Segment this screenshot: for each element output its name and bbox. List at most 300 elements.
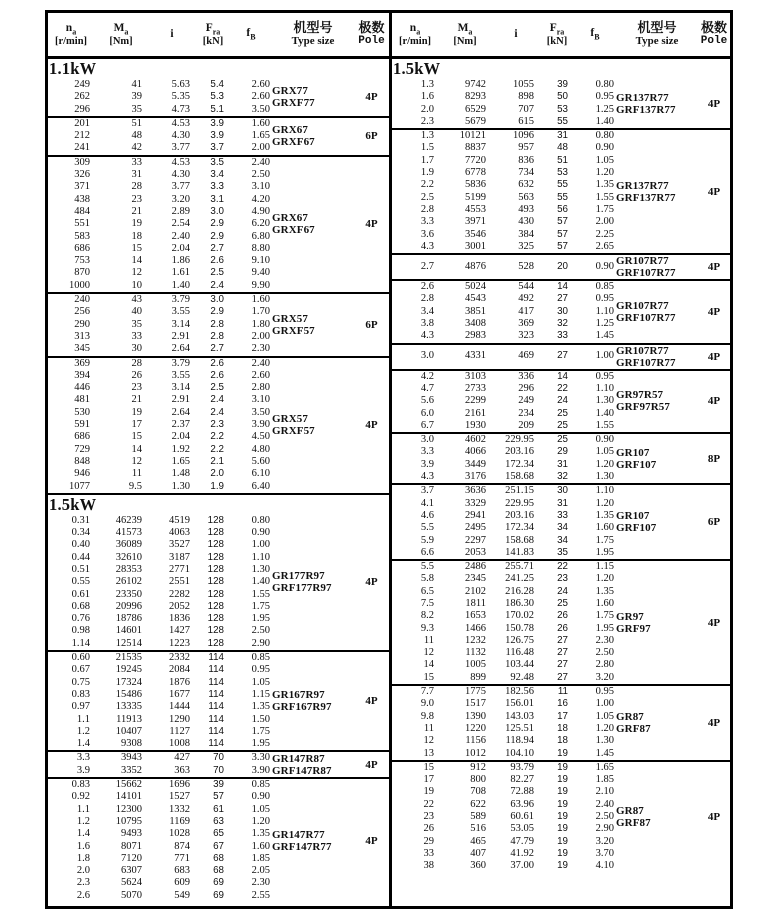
cell-na: 0.60	[71, 652, 90, 664]
cell-ma: 19	[131, 218, 142, 230]
cell-fb: 1.75	[595, 610, 614, 622]
type-size-label	[616, 300, 698, 324]
cell-na: 256	[74, 306, 90, 318]
group-rows	[48, 294, 272, 355]
cell-i: 72.88	[510, 786, 534, 798]
type-size-line: GRF137R77	[616, 191, 676, 204]
cell-fra: 30	[557, 305, 568, 317]
group-rows	[392, 485, 616, 559]
cell-ma: 7120	[121, 852, 142, 864]
cell-fb: 1.55	[251, 588, 270, 600]
cell-fra: 35	[557, 546, 568, 558]
cell-na: 2.6	[420, 281, 434, 293]
cell-fra: 3.7	[210, 142, 224, 154]
cell-ma: 21	[131, 394, 142, 406]
table-row	[392, 598, 616, 610]
cell-ma: 2053	[465, 546, 486, 558]
group-rows	[392, 561, 616, 684]
col-header-fb	[574, 27, 616, 42]
table-row	[48, 181, 272, 193]
col-unit: [Nm]	[453, 36, 477, 48]
cell-i: 251.15	[505, 485, 534, 497]
cell-na: 33	[423, 847, 434, 859]
cell-fra: 114	[208, 738, 224, 750]
type-size-line: GR147R77	[272, 828, 325, 841]
cell-na: 5.6	[420, 395, 434, 407]
cell-ma: 2161	[465, 407, 486, 419]
table-row	[48, 419, 272, 431]
cell-i: 216.28	[505, 585, 534, 597]
cell-i: 1332	[169, 803, 190, 815]
table-row	[48, 726, 272, 738]
type-size-line: GRXF57	[272, 324, 315, 337]
cell-na: 0.97	[71, 701, 90, 713]
cell-ma: 2299	[465, 395, 486, 407]
cell-na: 313	[74, 330, 90, 342]
cell-fb: 1.35	[251, 701, 270, 713]
cell-ma: 15	[131, 431, 142, 443]
cell-na: 11	[423, 634, 434, 646]
table-row	[48, 267, 272, 279]
table-row	[392, 330, 616, 342]
col-symbol	[492, 28, 540, 40]
cell-i: 1290	[169, 713, 190, 725]
cell-fra: 27	[557, 293, 568, 305]
cell-fb: 1.95	[251, 738, 270, 750]
cell-ma: 14601	[115, 625, 142, 637]
cell-fb: 4.50	[251, 431, 270, 443]
cell-i: 3.55	[171, 369, 190, 381]
cell-i: 209	[518, 419, 534, 431]
cell-i: 1876	[169, 676, 190, 688]
cell-i: 2551	[169, 576, 190, 588]
cell-fb: 1.15	[251, 688, 270, 700]
cell-fb: 1.65	[251, 130, 270, 142]
col-symbol-text: n	[65, 21, 73, 34]
cell-na: 3.3	[420, 446, 434, 458]
type-size-line: GRF87	[616, 722, 651, 735]
group-rows	[48, 157, 272, 292]
table-row	[48, 804, 272, 816]
cell-fb: 2.50	[251, 169, 270, 181]
cell-fb: 1.25	[595, 103, 614, 115]
cell-ma: 28353	[115, 563, 142, 575]
col-symbol-text: i	[170, 28, 174, 41]
cell-ma: 9308	[121, 738, 142, 750]
table-row	[392, 823, 616, 835]
cell-fra: 25	[557, 597, 568, 609]
cell-na: 11	[423, 722, 434, 734]
cell-ma: 6307	[121, 865, 142, 877]
cell-fb: 1.00	[251, 539, 270, 551]
cell-i: 1444	[169, 701, 190, 713]
cell-na: 729	[74, 443, 90, 455]
cell-i: 430	[518, 216, 534, 228]
cell-na: 5.9	[420, 534, 434, 546]
cell-fb: 6.20	[251, 218, 270, 230]
table-row	[48, 118, 272, 130]
cell-fra: 2.5	[210, 382, 224, 394]
table-row	[48, 319, 272, 331]
pole-label: 4P	[707, 185, 721, 198]
cell-na: 2.3	[420, 115, 434, 127]
cell-na: 17	[423, 774, 434, 786]
cell-na: 5.5	[420, 522, 434, 534]
cell-na: 371	[74, 181, 90, 193]
cell-fra: 18	[557, 722, 568, 734]
cell-na: 7.5	[420, 597, 434, 609]
cell-fb: 1.20	[251, 815, 270, 827]
cell-ma: 21	[131, 205, 142, 217]
table-row	[48, 243, 272, 255]
cell-fb: 1.00	[595, 698, 614, 710]
cell-na: 583	[74, 230, 90, 242]
cell-fra: 55	[557, 115, 568, 127]
cell-i: 182.56	[505, 686, 534, 698]
cell-ma: 360	[470, 860, 486, 872]
table-row	[392, 561, 616, 573]
table-row	[392, 179, 616, 191]
cell-fb: 1.30	[251, 563, 270, 575]
cell-fra: 5.3	[210, 91, 224, 103]
cell-fb: 2.80	[251, 382, 270, 394]
type-size-line: GR87	[616, 805, 644, 818]
cell-fb: 2.40	[251, 156, 270, 168]
cell-ma: 33	[131, 156, 142, 168]
col-symbol	[616, 22, 698, 36]
cell-i: 4.30	[171, 169, 190, 181]
table-row	[392, 241, 616, 253]
cell-na: 0.83	[71, 779, 90, 791]
table-row	[48, 677, 272, 689]
type-size-line: GRX57	[272, 312, 308, 325]
cell-i: 427	[174, 752, 190, 764]
cell-ma: 20996	[115, 600, 142, 612]
table-row	[48, 539, 272, 551]
row-group	[392, 79, 730, 130]
cell-na: 446	[74, 382, 90, 394]
pole-label: 4P	[365, 91, 378, 104]
cell-fb: 1.75	[251, 725, 270, 737]
cell-na: 0.44	[71, 551, 90, 563]
cell-fb: 1.20	[595, 167, 614, 179]
cell-i: 4.73	[171, 103, 190, 115]
type-size-line: GRF167R97	[272, 701, 332, 714]
cell-i: 1.65	[171, 455, 190, 467]
cell-i: 203.16	[505, 509, 534, 521]
cell-ma: 14	[131, 255, 142, 267]
cell-i: 563	[518, 191, 534, 203]
cell-fb: 8.80	[251, 242, 270, 254]
cell-na: 38	[423, 860, 434, 872]
col-unit: [Nm]	[109, 36, 133, 48]
col-header-pole	[698, 22, 730, 47]
cell-ma: 2495	[465, 522, 486, 534]
cell-fb: 2.80	[595, 659, 614, 671]
row-group	[48, 752, 389, 779]
table-row	[48, 527, 272, 539]
cell-fra: 53	[557, 103, 568, 115]
column-header-row	[392, 13, 730, 59]
cell-na: 1077	[69, 480, 90, 492]
cell-i: 172.34	[505, 522, 534, 534]
cell-fra: 70	[213, 752, 224, 764]
table-row	[392, 522, 616, 534]
cell-ma: 6778	[465, 167, 486, 179]
cell-ma: 622	[470, 798, 486, 810]
cell-fra: 61	[213, 803, 224, 815]
cell-na: 1.9	[420, 167, 434, 179]
cell-i: 683	[174, 865, 190, 877]
cell-na: 4.2	[420, 370, 434, 382]
cell-fb: 2.05	[251, 865, 270, 877]
group-rows	[48, 515, 272, 650]
table-right-half	[389, 13, 730, 906]
section-heading-1.1kw: 1.1kW	[49, 59, 97, 78]
cell-fb: 2.00	[595, 216, 614, 228]
cell-fb: 2.60	[251, 369, 270, 381]
cell-i: 3.55	[171, 306, 190, 318]
cell-fra: 3.0	[210, 205, 224, 217]
cell-ma: 17324	[115, 676, 142, 688]
cell-fb: 3.50	[251, 103, 270, 115]
cell-na: 1.2	[76, 725, 90, 737]
cell-ma: 4553	[465, 203, 486, 215]
cell-fb: 1.60	[251, 840, 270, 852]
type-size-label	[616, 180, 698, 204]
table-row	[48, 394, 272, 406]
cell-fra: 27	[557, 659, 568, 671]
group-rows	[392, 130, 616, 253]
cell-fb: 0.90	[251, 527, 270, 539]
cell-i: 60.61	[510, 811, 534, 823]
cell-fb: 1.80	[251, 318, 270, 330]
cell-i: 1055	[513, 79, 534, 90]
cell-i: 369	[518, 318, 534, 330]
cell-ma: 4876	[465, 261, 486, 272]
cell-ma: 9742	[465, 79, 486, 90]
col-symbol	[698, 22, 730, 36]
cell-i: 1223	[169, 637, 190, 649]
cell-fb: 2.25	[595, 228, 614, 240]
table-row	[392, 306, 616, 318]
row-group	[48, 652, 389, 752]
cell-fb: 6.80	[251, 230, 270, 242]
cell-na: 3.9	[420, 458, 434, 470]
pole-label: 8P	[707, 452, 721, 465]
group-rows	[48, 652, 272, 750]
cell-ma: 1232	[465, 634, 486, 646]
cell-i: 37.00	[510, 860, 534, 872]
cell-na: 212	[74, 130, 90, 142]
cell-ma: 35	[131, 103, 142, 115]
cell-i: 2.64	[171, 343, 190, 355]
table-row	[392, 672, 616, 684]
cell-i: 103.44	[505, 659, 534, 671]
cell-na: 2.0	[420, 103, 434, 115]
cell-ma: 3546	[465, 228, 486, 240]
cell-ma: 10121	[459, 130, 486, 142]
cell-ma: 11	[131, 468, 142, 480]
cell-fra: 69	[213, 877, 224, 889]
row-group	[392, 434, 730, 485]
cell-i: 2.54	[171, 218, 190, 230]
cell-fra: 128	[207, 527, 224, 539]
cell-na: 4.6	[420, 509, 434, 521]
cell-i: 615	[518, 115, 534, 127]
type-size-line: GRXF67	[272, 136, 315, 149]
cell-na: 686	[74, 242, 90, 254]
group-rows	[392, 350, 616, 362]
cell-i: 1.86	[171, 255, 190, 267]
cell-fb: 1.65	[595, 761, 614, 773]
cell-na: 4.3	[420, 240, 434, 252]
type-size-line: GRF87	[616, 817, 651, 830]
table-row	[48, 865, 272, 877]
cell-fb: 1.45	[595, 747, 614, 759]
cell-fra: 57	[557, 228, 568, 240]
cell-i: 203.16	[505, 446, 534, 458]
cell-i: 150.78	[505, 622, 534, 634]
row-group	[48, 294, 389, 357]
cell-na: 686	[74, 431, 90, 443]
cell-ma: 2983	[465, 330, 486, 342]
cell-fra: 3.9	[210, 117, 224, 129]
col-header-type	[272, 22, 354, 47]
cell-i: 41.92	[510, 847, 534, 859]
cell-na: 0.98	[71, 625, 90, 637]
cell-na: 369	[74, 357, 90, 369]
type-size-label	[616, 389, 698, 413]
cell-na: 1.1	[76, 713, 90, 725]
type-size-label	[616, 711, 698, 735]
cell-ma: 51	[131, 117, 142, 129]
cell-ma: 5024	[465, 281, 486, 293]
cell-fra: 57	[213, 791, 224, 803]
table-row	[392, 371, 616, 383]
table-row	[392, 586, 616, 598]
cell-fra: 19	[557, 747, 568, 759]
group-rows	[392, 434, 616, 483]
cell-ma: 7720	[465, 154, 486, 166]
cell-fb: 2.65	[595, 240, 614, 252]
cell-i: 2.91	[171, 394, 190, 406]
cell-na: 3.0	[420, 350, 434, 362]
col-unit: [kN]	[202, 36, 224, 48]
cell-fra: 128	[207, 576, 224, 588]
cell-i: 957	[518, 142, 534, 154]
cell-fra: 56	[557, 203, 568, 215]
cell-ma: 19	[131, 406, 142, 418]
cell-fra: 2.1	[210, 455, 224, 467]
cell-na: 249	[74, 79, 90, 90]
cell-fra: 128	[207, 625, 224, 637]
type-size-label	[272, 313, 354, 337]
cell-fra: 2.9	[210, 218, 224, 230]
type-size-label	[616, 255, 698, 279]
col-symbol: $F_{ra}$	[205, 21, 221, 36]
table-row	[392, 498, 616, 510]
col-header-type	[616, 22, 698, 47]
cell-fb: 1.60	[251, 294, 270, 306]
table-row	[48, 456, 272, 468]
cell-fra: 128	[207, 613, 224, 625]
cell-na: 2.7	[420, 261, 434, 272]
table-row	[392, 547, 616, 559]
cell-fra: 19	[557, 786, 568, 798]
cell-na: 240	[74, 294, 90, 306]
col-unit: Pole	[700, 34, 728, 47]
cell-fb: 1.35	[251, 828, 270, 840]
cell-fb: 3.20	[595, 671, 614, 683]
cell-fb: 3.10	[251, 394, 270, 406]
cell-na: 0.61	[71, 588, 90, 600]
cell-fb: 1.95	[251, 613, 270, 625]
cell-fra: 27	[557, 350, 568, 362]
cell-na: 22	[423, 798, 434, 810]
cell-fb: 2.30	[595, 634, 614, 646]
table-row	[48, 431, 272, 443]
cell-na: 7.7	[420, 686, 434, 698]
cell-fb: 9.10	[251, 255, 270, 267]
row-group	[392, 561, 730, 686]
cell-fb: 1.75	[595, 203, 614, 215]
type-size-line: GRF107R77	[616, 311, 676, 324]
cell-fra: 51	[557, 154, 568, 166]
cell-na: 438	[74, 193, 90, 205]
pole-label: 4P	[707, 97, 721, 110]
cell-na: 3.0	[420, 434, 434, 446]
cell-fra: 114	[208, 713, 224, 725]
cell-i: 4519	[169, 514, 190, 526]
cell-fra: 24	[557, 585, 568, 597]
cell-ma: 3103	[465, 370, 486, 382]
cell-ma: 12	[131, 455, 142, 467]
type-size-label	[616, 805, 698, 829]
cell-fb: 3.20	[595, 835, 614, 847]
cell-ma: 899	[470, 671, 486, 683]
cell-na: 4.7	[420, 382, 434, 394]
cell-i: 82.27	[510, 774, 534, 786]
cell-fra: 16	[557, 698, 568, 710]
cell-ma: 40	[131, 306, 142, 318]
cell-fra: 68	[213, 852, 224, 864]
cell-fb: 3.30	[251, 752, 270, 764]
cell-na: 530	[74, 406, 90, 418]
cell-fb: 4.10	[595, 860, 614, 872]
cell-fb: 4.20	[251, 193, 270, 205]
table-row	[392, 735, 616, 747]
cell-i: 47.79	[510, 835, 534, 847]
col-symbol	[354, 22, 389, 36]
col-symbol-text: i	[514, 28, 518, 41]
cell-i: 156.01	[505, 698, 534, 710]
pole-label: 4P	[707, 811, 721, 824]
table-row	[48, 169, 272, 181]
cell-fra: 27	[557, 647, 568, 659]
table-row	[48, 358, 272, 370]
cell-ma: 3971	[465, 216, 486, 228]
table-row	[48, 613, 272, 625]
group-rows	[48, 752, 272, 777]
cell-fb: 2.60	[251, 79, 270, 90]
type-size-line: GRF97R57	[616, 401, 670, 414]
cell-na: 3.8	[420, 318, 434, 330]
col-unit: Type size	[291, 34, 335, 47]
type-size-label	[272, 689, 354, 713]
table-row	[48, 816, 272, 828]
cell-fra: 39	[213, 779, 224, 791]
